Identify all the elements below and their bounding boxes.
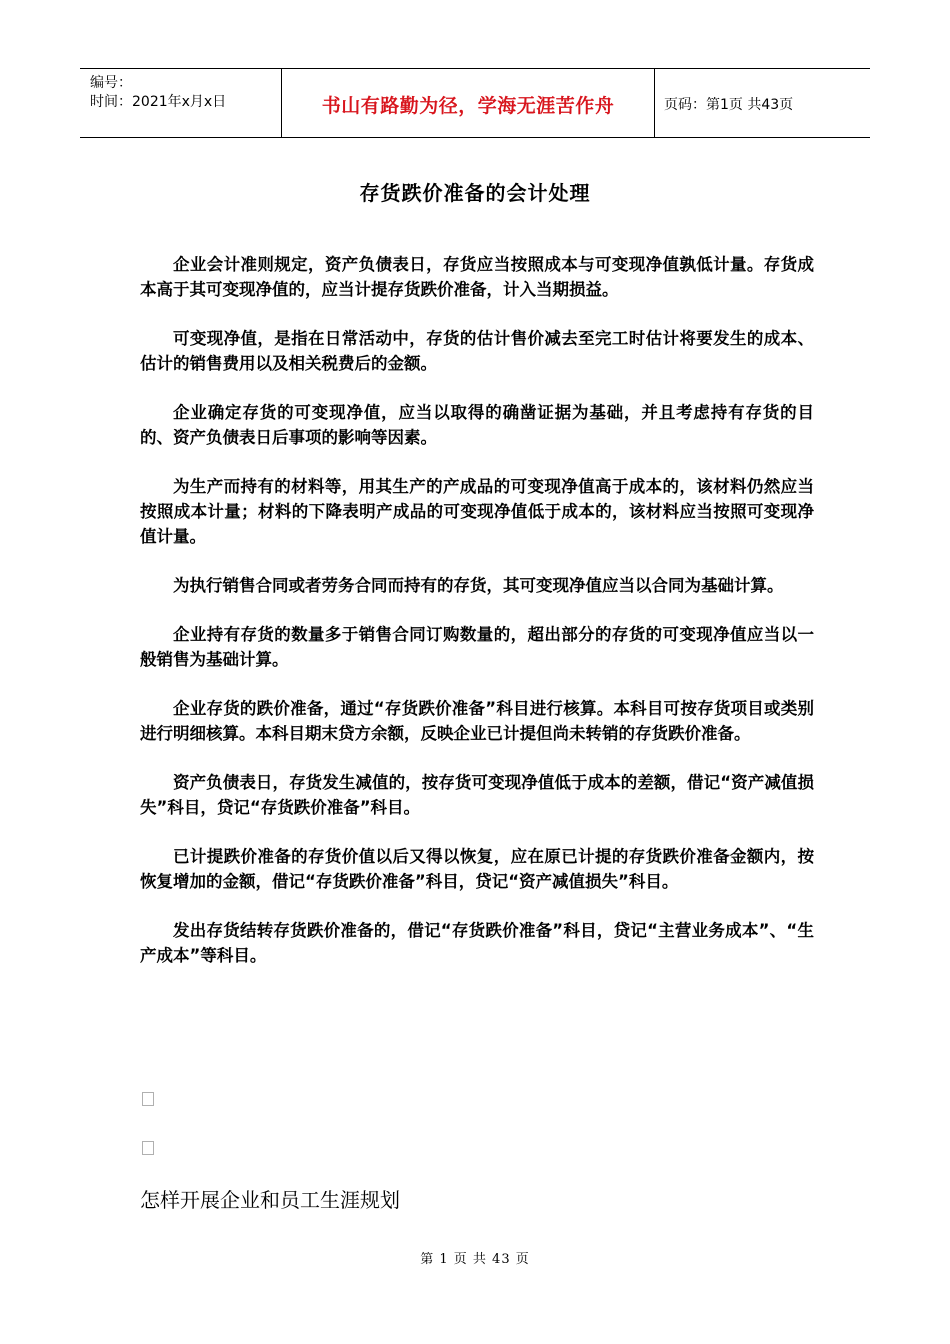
doc-number-label: 编号： (90, 75, 132, 91)
paragraph: 已计提跌价准备的存货价值以后又得以恢复，应在原已计提的存货跌价准备金额内，按恢复增加的金额，借记“存货跌价准备”科目，贷记“资产减值损失”科目。 (140, 847, 814, 891)
placeholder-box-icon (142, 1092, 154, 1106)
paragraph: 为生产而持有的材料等，用其生产的产成品的可变现净值高于成本的，该材料仍然应当按照成本计量；材料的下降表明产成品的可变现净值低于成本的，该材料应当按照可变现净值计量。 (140, 477, 814, 546)
paragraph: 企业确定存货的可变现净值，应当以取得的确凿证据为基础，并且考虑持有存货的目的、资产负债表日后事项的影响等因素。 (140, 403, 814, 447)
paragraph: 企业存货的跌价准备，通过“存货跌价准备”科目进行核算。本科目可按存货项目或类别进行明细核算。本科目期末贷方余额，反映企业已计提但尚未转销的存货跌价准备。 (140, 699, 814, 743)
paragraph: 资产负债表日，存货发生减值的，按存货可变现净值低于成本的差额，借记“资产减值损失”科目，贷记“存货跌价准备”科目。 (140, 773, 814, 817)
doc-time-label: 时间：2021年x月x日 (90, 94, 227, 110)
page-footer: 第 1 页 共 43 页 (420, 1252, 530, 1267)
page-header-table (80, 68, 870, 138)
paragraph: 企业会计准则规定，资产负债表日，存货应当按照成本与可变现净值孰低计量。存货成本高于其可变现净值的，应当计提存货跌价准备，计入当期损益。 (140, 255, 814, 299)
document-body (140, 252, 814, 992)
paragraph: 为执行销售合同或者劳务合同而持有的存货，其可变现净值应当以合同为基础计算。 (173, 576, 784, 595)
paragraph: 企业持有存货的数量多于销售合同订购数量的，超出部分的存货的可变现净值应当以一般销售为基础计算。 (140, 625, 814, 669)
header-motto-cell (281, 69, 655, 137)
header-meta-cell (80, 69, 281, 137)
document-title: 存货跌价准备的会计处理 (359, 181, 591, 205)
paragraph: 发出存货结转存货跌价准备的，借记“存货跌价准备”科目，贷记“主营业务成本”、“生产成本”等科目。 (140, 921, 814, 965)
header-page-cell (654, 69, 870, 137)
header-motto: 书山有路勤为径，学海无涯苦作舟 (321, 95, 615, 117)
section-subheading: 怎样开展企业和员工生涯规划 (140, 1188, 400, 1212)
placeholder-box-icon (142, 1141, 154, 1155)
paragraph: 可变现净值，是指在日常活动中，存货的估计售价减去至完工时估计将要发生的成本、估计的销售费用以及相关税费后的金额。 (140, 329, 814, 373)
header-page-info: 页码：第1页 共43页 (664, 97, 794, 113)
